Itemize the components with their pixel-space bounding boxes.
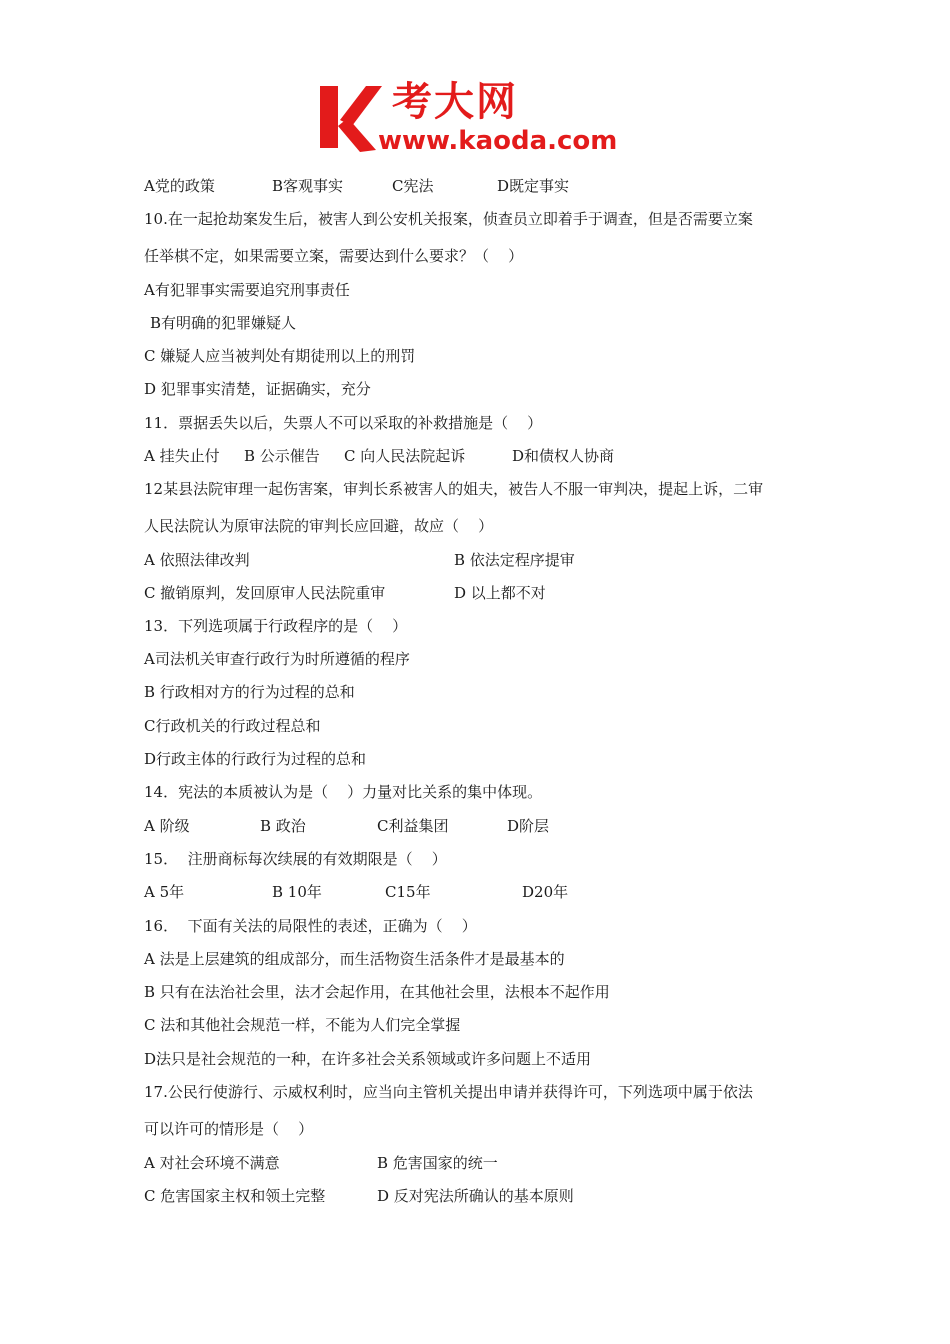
q13-stem: 13．下列选项属于行政程序的是（ ） [144,617,408,635]
q15-option-d: D20年 [522,883,569,901]
q12-option-a: A 依照法律改判 [144,551,250,569]
q13-option-a: A司法机关审查行政行为时所遵循的程序 [144,650,410,668]
q12-option-d: D 以上都不对 [454,584,546,602]
q10-option-d: D 犯罪事实清楚，证据确实，充分 [144,380,371,398]
q12-option-b: B 依法定程序提审 [454,551,575,569]
q9-option-d: D既定事实 [497,177,570,195]
q17-option-b: B 危害国家的统一 [377,1154,498,1172]
logo-title: 考大网 [392,79,518,125]
q12-stem-line2: 人民法院认为原审法院的审判长应回避，故应（ ） [144,517,494,535]
k-logo-icon [318,86,382,152]
q14-option-a: A 阶级 [144,817,190,835]
q15-stem: 15． 注册商标每次续展的有效期限是（ ） [144,850,447,868]
q14-option-b: B 政治 [260,817,306,835]
q16-option-d: D法只是社会规范的一种，在许多社会关系领域或许多问题上不适用 [144,1050,592,1068]
q15-option-a: A 5年 [144,883,185,901]
logo-url: www.kaoda.com [378,126,618,156]
q13-option-d: D行政主体的行政行为过程的总和 [144,750,367,768]
q15-option-c: C15年 [385,883,431,901]
q14-option-c: C利益集团 [377,817,449,835]
q10-option-c: C 嫌疑人应当被判处有期徒刑以上的刑罚 [144,347,416,365]
q11-stem: 11．票据丢失以后，失票人不可以采取的补救措施是（ ） [144,414,543,432]
q16-option-b: B 只有在法治社会里，法才会起作用，在其他社会里，法根本不起作用 [144,983,610,1001]
q11-option-a: A 挂失止付 [144,447,220,465]
q16-option-c: C 法和其他社会规范一样，不能为人们完全掌握 [144,1016,461,1034]
q16-stem: 16． 下面有关法的局限性的表述，正确为（ ） [144,917,477,935]
q11-option-d: D和债权人协商 [512,447,615,465]
q9-option-b: B客观事实 [272,177,344,195]
q16-option-a: A 法是上层建筑的组成部分，而生活物资生活条件才是最基本的 [144,950,565,968]
q14-option-d: D阶层 [507,817,550,835]
q12-option-c: C 撤销原判，发回原审人民法院重审 [144,584,386,602]
q13-option-b: B 行政相对方的行为过程的总和 [144,683,355,701]
q14-stem: 14．宪法的本质被认为是（ ）力量对比关系的集中体现。 [144,783,543,801]
q11-option-c: C 向人民法院起诉 [344,447,466,465]
q15-option-b: B 10年 [272,883,322,901]
q12-stem-line1: 12某县法院审理一起伤害案，审判长系被害人的姐夫，被告人不服一审判决，提起上诉，二审 [144,480,764,498]
q9-option-c: C宪法 [392,177,434,195]
q11-option-b: B 公示催告 [244,447,320,465]
q9-option-a: A党的政策 [144,177,215,195]
q17-option-a: A 对社会环境不满意 [144,1154,280,1172]
q17-stem-line1: 17.公民行使游行、示威权利时，应当向主管机关提出申请并获得许可，下列选项中属于依法 [144,1083,753,1101]
q10-option-b: B有明确的犯罪嫌疑人 [150,314,297,332]
q10-option-a: A有犯罪事实需要追究刑事责任 [144,281,350,299]
q13-option-c: C行政机关的行政过程总和 [144,717,321,735]
kaoda-logo [318,80,648,160]
q10-stem-line1: 10.在一起抢劫案发生后，被害人到公安机关报案，侦查员立即着手于调查，但是否需要立案 [144,210,753,228]
q17-option-c: C 危害国家主权和领土完整 [144,1187,326,1205]
q17-stem-line2: 可以许可的情形是（ ） [144,1120,314,1138]
q17-option-d: D 反对宪法所确认的基本原则 [377,1187,574,1205]
q10-stem-line2: 任举棋不定，如果需要立案，需要达到什么要求？（ ） [144,247,524,265]
